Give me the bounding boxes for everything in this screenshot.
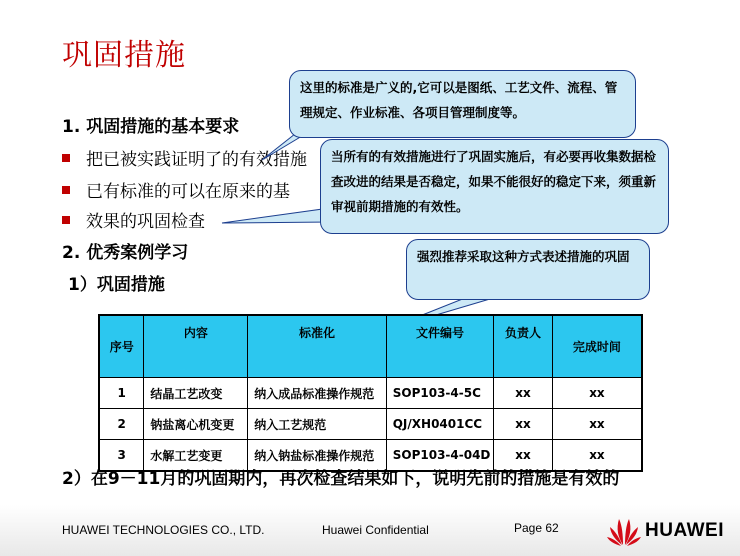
header-cell: 文件编号 [386,315,493,378]
table-cell: xx [494,409,553,440]
table-cell: 纳入工艺规范 [248,409,386,440]
table-cell: 3 [99,440,144,472]
table-cell: xx [552,440,642,472]
huawei-logo-text: HUAWEI [645,520,724,541]
footer-company: HUAWEI TECHNOLOGIES CO., LTD. [62,523,265,537]
subsection-heading-1: 1）巩固措施 [68,275,165,295]
header-cell: 内容 [144,315,248,378]
table-cell: xx [552,409,642,440]
header-cell: 完成时间 [552,315,642,378]
table-cell: xx [494,440,553,472]
section-heading-1: 1. 巩固措施的基本要求 [62,117,240,137]
table-cell: QJ/XH0401CC [386,409,493,440]
callout-recommend: 强烈推荐采取这种方式表述措施的巩固 [406,239,650,300]
subsection-heading-2: 2）在9－11月的巩固期内，再次检查结果如下，说明先前的措施是有效的 [62,469,620,489]
table-row [99,409,642,440]
table-cell: xx [552,378,642,409]
callout-recheck-data: 当所有的有效措施进行了巩固实施后，有必要再收集数据检查改进的结果是否稳定，如果不能很好的稳定下来，须重新审视前期措施的有效性。 [320,139,669,234]
table-cell: 纳入钠盐标准操作规范 [248,440,386,472]
header-cell: 序号 [99,315,144,378]
table-cell: 纳入成品标准操作规范 [248,378,386,409]
header-cell: 标准化 [248,315,386,378]
callout-standard-definition: 这里的标准是广义的,它可以是图纸、工艺文件、流程、管理规定、作业标准、各项目管理制度等。 [289,70,636,138]
table-cell: xx [494,378,553,409]
footer [0,505,740,556]
table-cell: SOP103-4-5C [386,378,493,409]
bullet-text: 效果的巩固检查 [86,212,205,232]
table-cell: 钠盐离心机变更 [144,409,248,440]
table-cell: SOP103-4-04D [386,440,493,472]
table-cell: 2 [99,409,144,440]
footer-page-number: Page 62 [514,521,559,535]
slide-title: 巩固措施 [62,38,186,73]
huawei-logo-icon [606,515,642,547]
table-cell: 1 [99,378,144,409]
bullet-text: 把已被实践证明了的有效措施 [86,150,307,170]
header-cell: 负责人 [494,315,553,378]
table-header-row [99,315,642,378]
table-cell: 水解工艺变更 [144,440,248,472]
bullet-text: 已有标准的可以在原来的基 [86,182,290,202]
table-cell: 结晶工艺改变 [144,378,248,409]
table-row [99,378,642,409]
footer-confidential: Huawei Confidential [322,523,429,537]
section-heading-2: 2. 优秀案例学习 [62,243,189,263]
callout-2-pointer [222,208,330,223]
measures-table [98,314,643,472]
